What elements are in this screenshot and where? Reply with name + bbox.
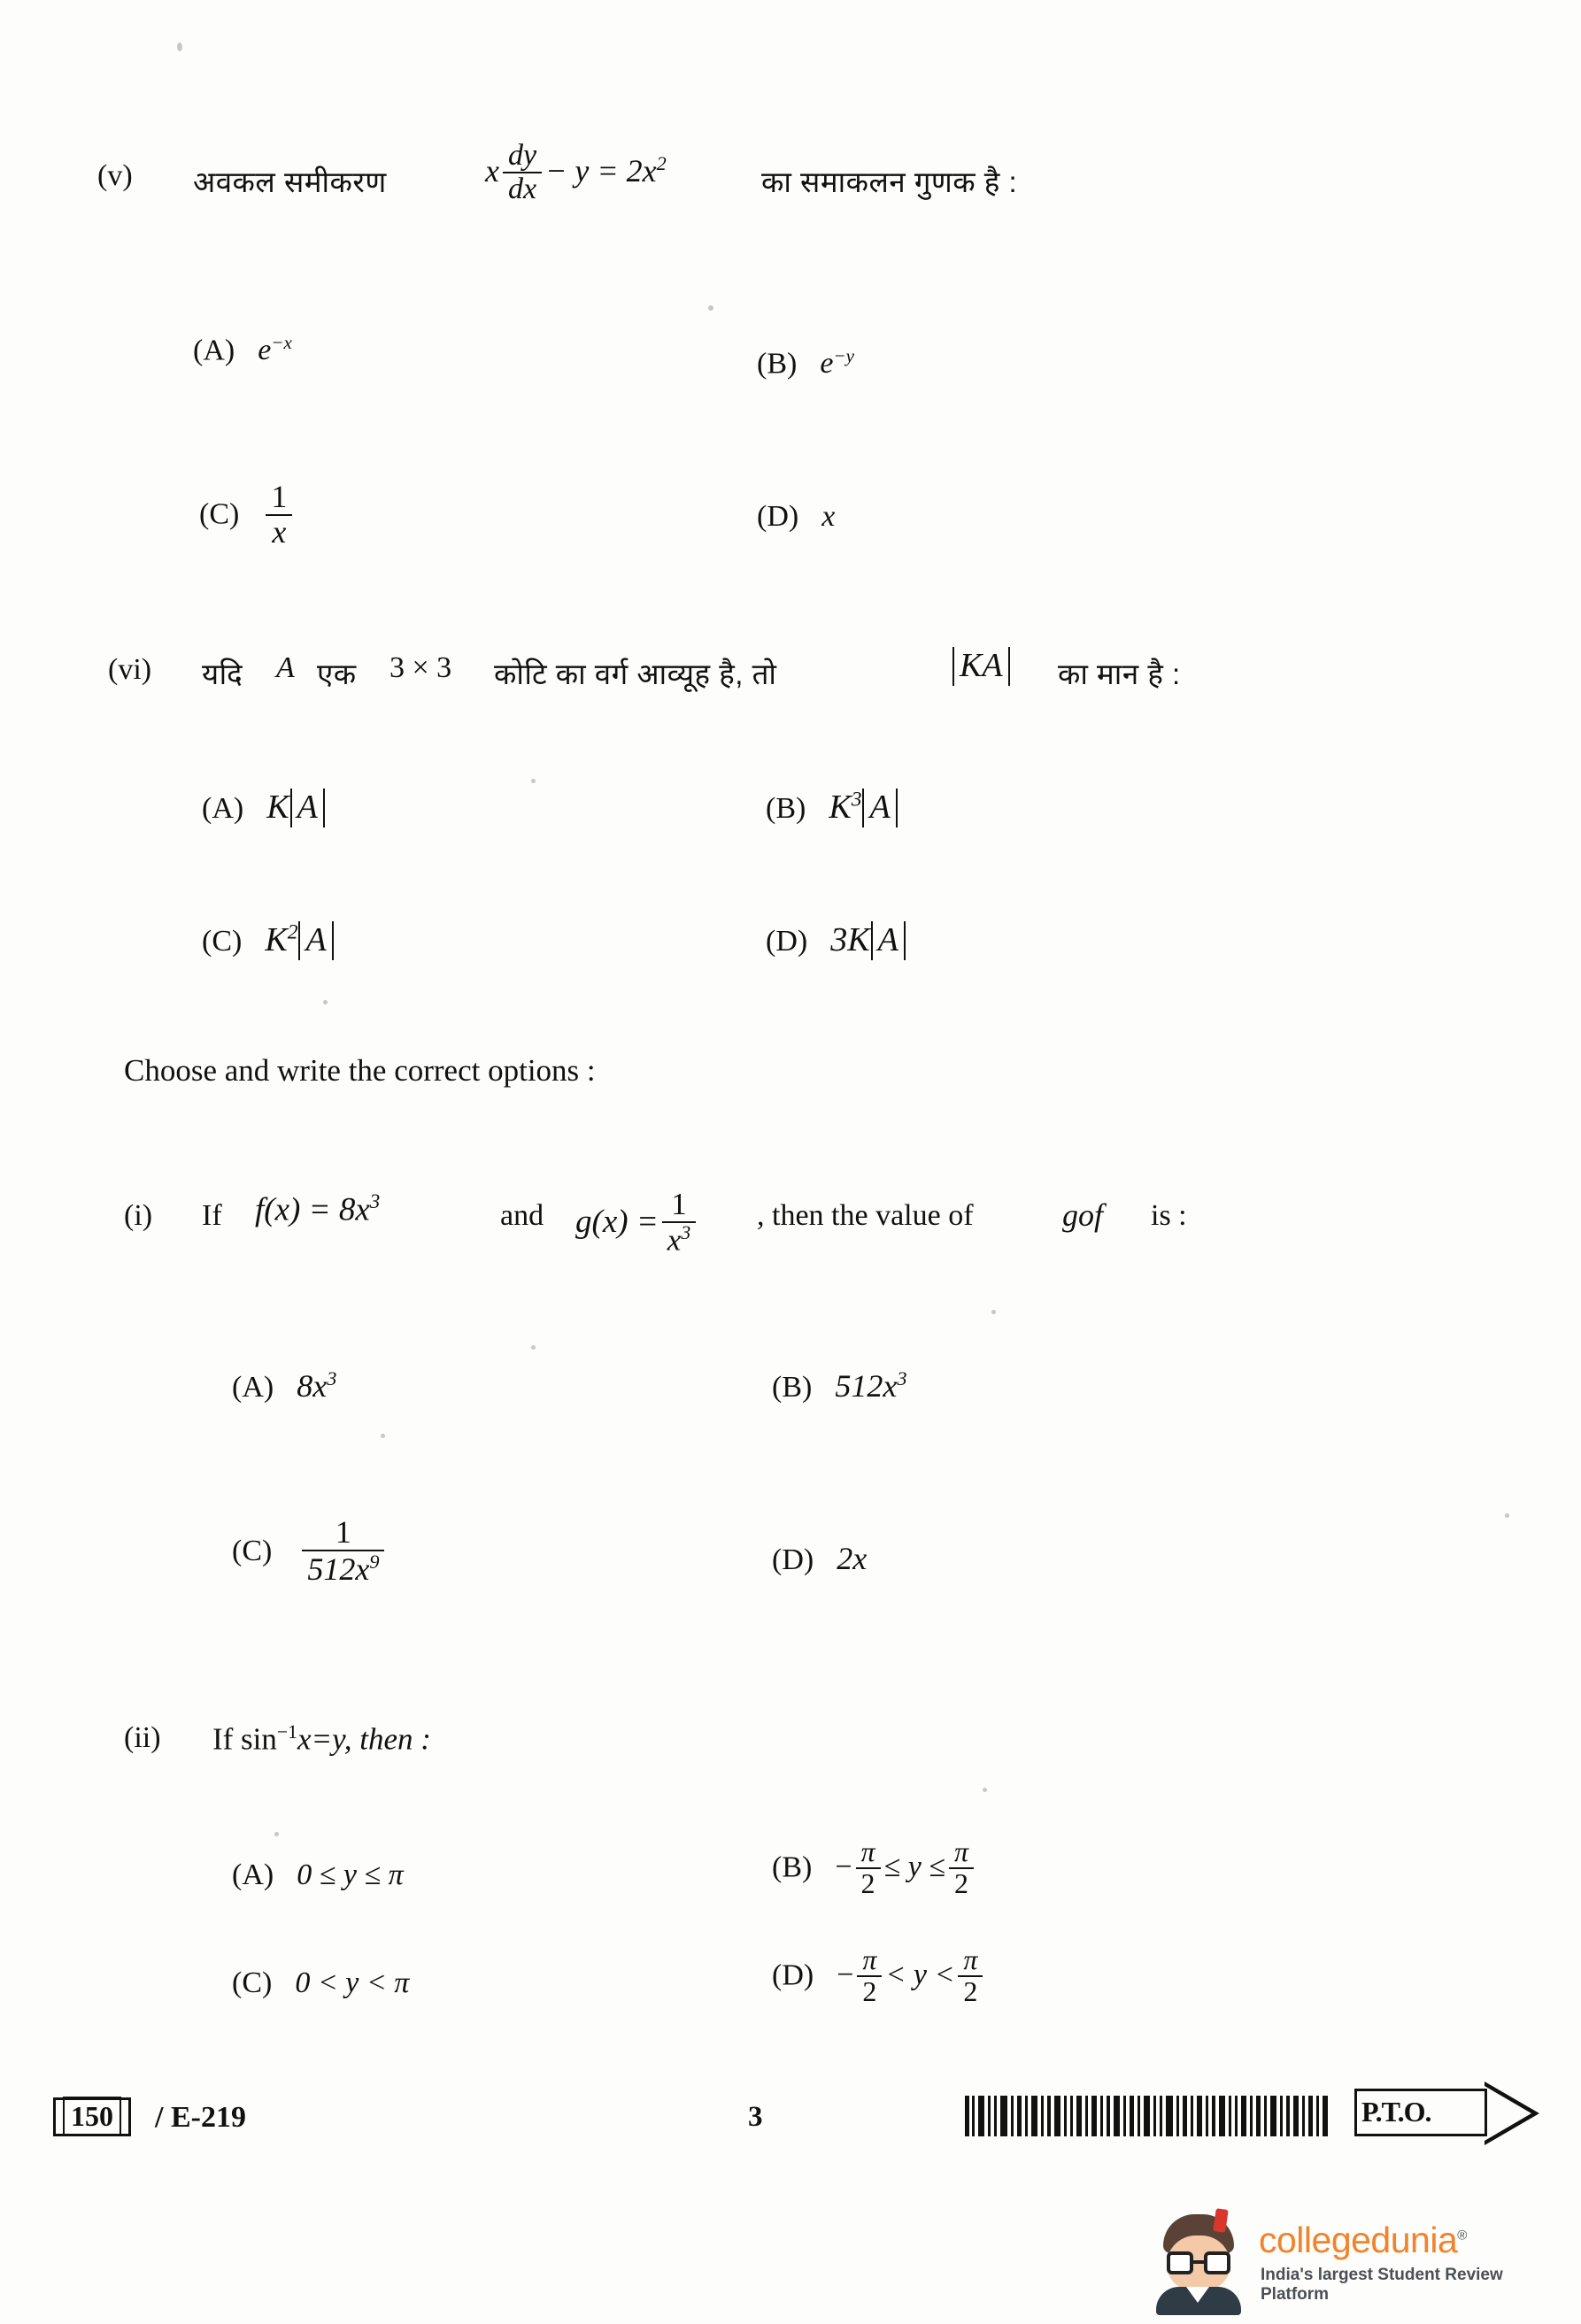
question-vi-matrix-expr bbox=[952, 646, 1011, 686]
paper-code-box bbox=[53, 2097, 131, 2136]
english-question-i-text3: is : bbox=[1151, 1199, 1187, 1232]
option-tag: (A) bbox=[232, 1858, 274, 1891]
option-prefix: K bbox=[265, 921, 288, 958]
option-value: 0 < y < π bbox=[295, 1966, 410, 1999]
option-value: x bbox=[821, 500, 836, 533]
english-question-ii-body bbox=[212, 1721, 431, 1758]
paper-code: 150 bbox=[63, 2097, 121, 2135]
brand-trademark: ® bbox=[1457, 2228, 1467, 2243]
scan-speck bbox=[274, 1832, 279, 1836]
option-fraction-denominator bbox=[302, 1550, 384, 1587]
option-lead-minus: − bbox=[835, 1851, 852, 1884]
option-superscript: −x bbox=[271, 332, 292, 353]
option-prefix: K bbox=[266, 789, 289, 826]
option-tag: (A) bbox=[193, 334, 235, 367]
option-tag: (D) bbox=[757, 500, 799, 533]
question-vi-option-b[interactable] bbox=[766, 788, 898, 827]
option-value: e bbox=[258, 334, 272, 367]
question-vi-part4: का मान है : bbox=[1058, 658, 1181, 690]
scan-speck bbox=[708, 305, 713, 311]
option-num2: π bbox=[963, 1943, 978, 1975]
scan-speck bbox=[991, 1310, 996, 1314]
question-v-option-b[interactable] bbox=[757, 345, 854, 381]
question-vi-option-a[interactable] bbox=[202, 788, 326, 827]
english-question-ii-option-a[interactable] bbox=[232, 1858, 404, 1892]
option-fraction-numerator: 1 bbox=[271, 479, 288, 514]
option-value: 8x bbox=[297, 1368, 328, 1404]
equation-rest: − y = 2x bbox=[545, 152, 657, 189]
english-question-ii-option-d[interactable] bbox=[772, 1943, 986, 2008]
option-tag: (C) bbox=[199, 497, 240, 531]
option-den: 2 bbox=[857, 1975, 882, 2007]
den-power: 9 bbox=[369, 1550, 380, 1573]
option-tag: (B) bbox=[772, 1371, 813, 1404]
paper-code-suffix: / E-219 bbox=[155, 2101, 246, 2134]
option-mid: ≤ y ≤ bbox=[883, 1851, 945, 1884]
sin-inverse-text: If sin bbox=[212, 1721, 277, 1757]
option-value: e bbox=[820, 347, 834, 381]
english-question-ii-option-b[interactable] bbox=[772, 1835, 977, 1900]
brand-text: collegedunia bbox=[1259, 2220, 1458, 2260]
glasses-left-lens bbox=[1167, 2251, 1193, 2274]
scan-speck bbox=[531, 1345, 536, 1350]
option-tag: (D) bbox=[766, 925, 808, 958]
option-tag: (B) bbox=[772, 1851, 813, 1884]
fx-expression: f(x) = 8x bbox=[255, 1191, 370, 1228]
absolute-value-KA: KA bbox=[952, 647, 1010, 686]
question-v-option-d[interactable] bbox=[757, 500, 835, 534]
option-num: π bbox=[862, 1943, 877, 1975]
option-tag: (A) bbox=[202, 792, 244, 825]
option-value: 2x bbox=[837, 1541, 868, 1576]
option-tag: (B) bbox=[757, 347, 798, 381]
option-tag: (D) bbox=[772, 1543, 814, 1576]
scan-speck bbox=[1505, 1513, 1509, 1518]
english-question-i-gx bbox=[575, 1187, 699, 1258]
option-value: 512x bbox=[835, 1368, 898, 1404]
question-v-equation bbox=[485, 139, 667, 206]
scan-speck bbox=[177, 42, 182, 51]
gx-expression: g(x) = bbox=[575, 1204, 659, 1241]
option-num: π bbox=[860, 1835, 875, 1867]
english-question-i-number: (i) bbox=[124, 1199, 153, 1232]
sin-inverse-rest: x=y, then : bbox=[297, 1721, 431, 1757]
question-vi-option-c[interactable] bbox=[202, 920, 335, 960]
english-question-i-and: and bbox=[500, 1199, 544, 1232]
option-fraction-numerator: 1 bbox=[335, 1514, 351, 1550]
option-prefix: K bbox=[829, 789, 852, 826]
question-vi-part2: एक bbox=[317, 658, 357, 690]
question-vi-order: 3 × 3 bbox=[389, 651, 452, 684]
option-superscript: 3 bbox=[851, 788, 862, 812]
option-superscript: 3 bbox=[327, 1367, 337, 1389]
question-v-text-before: अवकल समीकरण bbox=[193, 165, 387, 198]
option-absolute: A bbox=[298, 921, 333, 960]
english-question-i-option-c[interactable] bbox=[232, 1514, 388, 1589]
glasses-right-lens bbox=[1204, 2251, 1230, 2274]
option-den2: 2 bbox=[949, 1867, 974, 1899]
glasses-bridge bbox=[1193, 2260, 1204, 2264]
option-tag: (C) bbox=[202, 925, 243, 958]
question-vi-number: (vi) bbox=[108, 653, 152, 686]
option-superscript: 2 bbox=[287, 920, 298, 944]
barcode bbox=[965, 2096, 1337, 2136]
english-question-ii-number: (ii) bbox=[124, 1721, 161, 1754]
english-question-ii-option-c[interactable] bbox=[232, 1966, 409, 2000]
option-tag: (A) bbox=[232, 1371, 274, 1404]
pto-marker bbox=[1354, 2082, 1545, 2145]
question-v-option-a[interactable] bbox=[193, 332, 292, 367]
equation-power: 2 bbox=[656, 151, 667, 174]
collegedunia-watermark bbox=[1151, 2204, 1567, 2310]
equation-variable: x bbox=[485, 152, 499, 189]
den-base: 512x bbox=[307, 1551, 370, 1587]
english-question-i-gof: gof bbox=[1062, 1197, 1104, 1233]
option-num2: π bbox=[953, 1835, 968, 1867]
gx-numerator: 1 bbox=[671, 1187, 687, 1221]
question-v-text-after: का समाकलन गुणक है : bbox=[761, 165, 1018, 198]
english-question-i-option-a[interactable] bbox=[232, 1367, 336, 1404]
option-superscript: 3 bbox=[897, 1367, 907, 1389]
english-question-i-option-b[interactable] bbox=[772, 1367, 906, 1404]
option-superscript: −y bbox=[833, 345, 855, 366]
english-question-i-text1: If bbox=[202, 1199, 222, 1232]
scan-speck bbox=[531, 779, 536, 783]
pto-label: P.T.O. bbox=[1361, 2096, 1431, 2128]
english-question-i-option-d[interactable] bbox=[772, 1540, 867, 1577]
sin-inverse-power: −1 bbox=[276, 1721, 297, 1743]
page-number: 3 bbox=[748, 2101, 763, 2133]
question-v-option-c[interactable] bbox=[199, 479, 296, 551]
option-prefix: 3K bbox=[830, 921, 870, 958]
scan-speck bbox=[323, 1000, 328, 1004]
gx-den-power: 3 bbox=[681, 1221, 691, 1243]
pto-arrow-inner-icon bbox=[1485, 2086, 1531, 2141]
english-question-i-text2: , then the value of bbox=[757, 1199, 974, 1232]
option-absolute: A bbox=[290, 789, 325, 827]
option-absolute: A bbox=[862, 789, 897, 827]
question-vi-part3: कोटि का वर्ग आव्यूह है, तो bbox=[494, 658, 777, 690]
question-vi-part1: यदि bbox=[202, 658, 243, 690]
instruction-line: Choose and write the correct options : bbox=[124, 1053, 596, 1088]
option-tag: (B) bbox=[766, 792, 806, 825]
brand-tagline: India's largest Student Review Platform bbox=[1261, 2266, 1503, 2304]
option-den: 2 bbox=[856, 1867, 881, 1899]
option-tag: (C) bbox=[232, 1535, 273, 1568]
option-fraction-denominator: x bbox=[266, 514, 292, 550]
english-question-i-fx bbox=[255, 1190, 380, 1228]
equation-fraction-numerator: dy bbox=[507, 139, 537, 172]
option-lead-minus: − bbox=[837, 1958, 854, 1992]
option-den2: 2 bbox=[958, 1975, 983, 2007]
question-v-number: (v) bbox=[97, 159, 133, 192]
question-vi-matrix-a: A bbox=[276, 651, 295, 684]
option-tag: (D) bbox=[772, 1958, 814, 1992]
mascot-avatar bbox=[1151, 2209, 1248, 2306]
gx-den-base: x bbox=[667, 1222, 682, 1258]
option-absolute: A bbox=[871, 921, 906, 960]
glasses-icon bbox=[1165, 2251, 1234, 2274]
option-tag: (C) bbox=[232, 1966, 273, 1999]
option-value: 0 ≤ y ≤ π bbox=[297, 1858, 404, 1891]
question-vi-option-d[interactable] bbox=[766, 920, 906, 960]
equation-fraction-denominator: dx bbox=[503, 172, 542, 205]
scan-speck bbox=[381, 1434, 385, 1438]
gx-denominator bbox=[662, 1221, 696, 1257]
scan-speck bbox=[983, 1788, 987, 1792]
fx-power: 3 bbox=[369, 1190, 381, 1212]
option-mid: < y < bbox=[885, 1958, 955, 1992]
brand-name bbox=[1259, 2220, 1467, 2261]
